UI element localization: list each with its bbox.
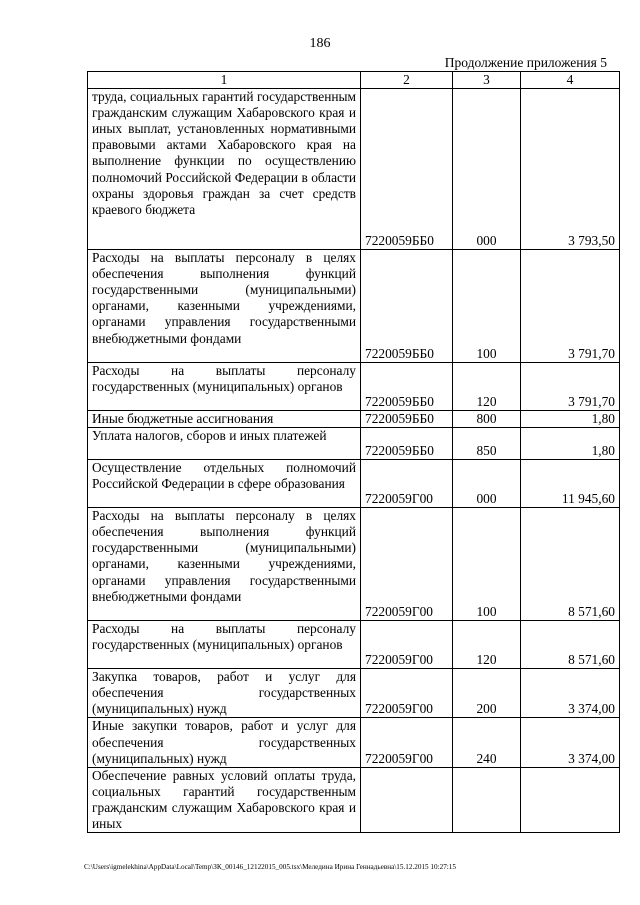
row-expense-type: 800 [453, 411, 521, 428]
row-description: Расходы на выплаты персоналу государственных (муниципальных) органов [88, 363, 361, 411]
row-description: Уплата налогов, сборов и иных платежей [88, 428, 361, 460]
table-row [88, 767, 620, 832]
page-number: 186 [309, 36, 331, 51]
row-code: 7220059ББ0 [361, 363, 453, 411]
row-code: 7220059ББ0 [361, 89, 453, 250]
budget-table [87, 71, 620, 833]
row-amount: 3 374,00 [521, 718, 620, 767]
table-row [88, 669, 620, 718]
row-code: 7220059Г00 [361, 508, 453, 621]
continuation-label: Продолжение приложения 5 [444, 55, 607, 70]
table-row [88, 508, 620, 621]
row-code: 7220059Г00 [361, 460, 453, 508]
table-row [88, 428, 620, 460]
row-code: 7220059ББ0 [361, 250, 453, 363]
row-expense-type: 850 [453, 428, 521, 460]
row-amount: 8 571,60 [521, 508, 620, 621]
table-row [88, 89, 620, 250]
row-amount: 3 791,70 [521, 250, 620, 363]
row-description: Расходы на выплаты персоналу в целях обеспечения выполнения функций государственными (муниципальными) органами, казенными учреждениями, органами управления государственными внебюджетными фондами [88, 250, 361, 363]
row-amount: 1,80 [521, 428, 620, 460]
header-col-2: 2 [361, 72, 453, 89]
row-description: Расходы на выплаты персоналу государственных (муниципальных) органов [88, 621, 361, 669]
header-col-3: 3 [453, 72, 521, 89]
row-expense-type: 200 [453, 669, 521, 718]
row-description: Осуществление отдельных полномочий Российской Федерации в сфере образования [88, 460, 361, 508]
row-code: 7220059Г00 [361, 669, 453, 718]
header-col-1: 1 [88, 72, 361, 89]
row-description: Иные закупки товаров, работ и услуг для обеспечения государственных (муниципальных) нужд [88, 718, 361, 767]
row-expense-type: 100 [453, 508, 521, 621]
footer-file-path: C:\Users\igmelekhina\AppData\Local\Temp\ЗК_00146_12122015_005.tsx\Меледина Ирина Геннадьевна\15.12.2015 10:27:15 [84, 863, 456, 871]
row-amount: 1,80 [521, 411, 620, 428]
row-amount: 3 791,70 [521, 363, 620, 411]
row-expense-type: 120 [453, 621, 521, 669]
row-expense-type: 000 [453, 460, 521, 508]
row-description: труда, социальных гарантий государственным гражданским служащим Хабаровского края и иных выплат, установленных нормативными правовыми актами Хабаровского края на выполнение функции по осуществлению полномочий Российской Федерации в области охраны здоровья граждан за счет средств краевого бюджета [88, 89, 361, 250]
row-code: 7220059Г00 [361, 718, 453, 767]
row-expense-type: 100 [453, 250, 521, 363]
table-row [88, 250, 620, 363]
row-description: Обеспечение равных условий оплаты труда, социальных гарантий государственным гражданским служащим Хабаровского края и иных [88, 767, 361, 832]
row-code: 7220059ББ0 [361, 428, 453, 460]
table-header-row [88, 72, 620, 89]
row-amount: 3 793,50 [521, 89, 620, 250]
row-expense-type: 240 [453, 718, 521, 767]
table-row [88, 411, 620, 428]
table-row [88, 718, 620, 767]
row-code: 7220059ББ0 [361, 411, 453, 428]
row-description: Расходы на выплаты персоналу в целях обеспечения выполнения функций государственными (муниципальными) органами, казенными учреждениями, органами управления государственными внебюджетными фондами [88, 508, 361, 621]
table-row [88, 621, 620, 669]
row-expense-type: 000 [453, 89, 521, 250]
row-expense-type [453, 767, 521, 832]
header-col-4: 4 [521, 72, 620, 89]
row-code: 7220059Г00 [361, 621, 453, 669]
row-amount: 3 374,00 [521, 669, 620, 718]
row-expense-type: 120 [453, 363, 521, 411]
row-amount: 11 945,60 [521, 460, 620, 508]
table-row [88, 363, 620, 411]
row-amount [521, 767, 620, 832]
table-row [88, 460, 620, 508]
row-description: Закупка товаров, работ и услуг для обеспечения государственных (муниципальных) нужд [88, 669, 361, 718]
row-amount: 8 571,60 [521, 621, 620, 669]
row-code [361, 767, 453, 832]
row-description: Иные бюджетные ассигнования [88, 411, 361, 428]
